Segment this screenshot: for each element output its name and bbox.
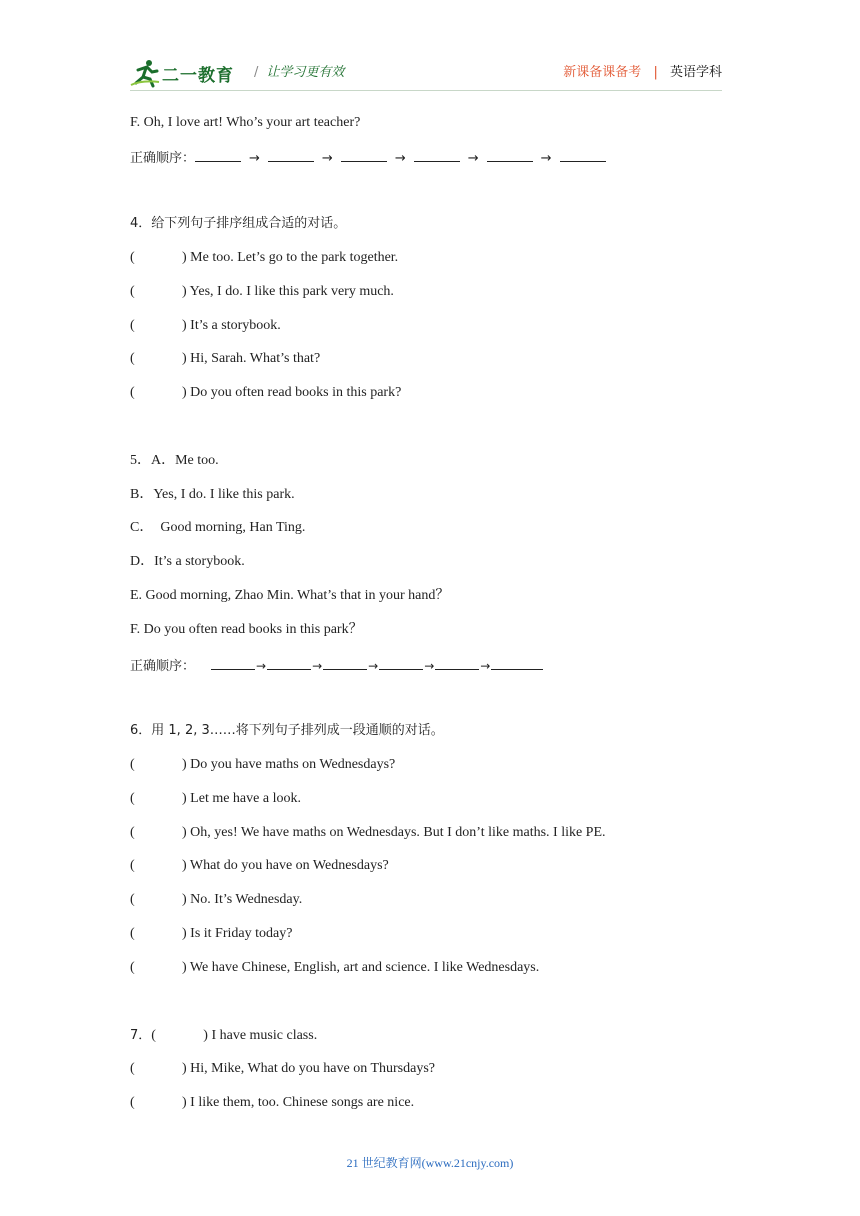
q5-option: B．Yes, I do. I like this park. (130, 487, 295, 502)
q7-item: ( ) Hi, Mike, What do you have on Thursdays? (130, 1061, 436, 1076)
answer-paren[interactable]: ( (130, 825, 135, 840)
arrow-icon: → (394, 151, 406, 166)
q4-title: 4．给下列句子排序组成合适的对话。 (130, 216, 347, 231)
q4-item-text: It’s a storybook. (190, 318, 281, 333)
answer-blank[interactable] (435, 655, 479, 670)
answer-blank[interactable] (195, 147, 241, 162)
q6-item-text: We have Chinese, English, art and science. I like Wednesdays. (189, 960, 540, 975)
arrow-icon: → (321, 151, 333, 166)
arrow-icon: → (249, 151, 260, 166)
q4-item: ( ) Yes, I do. I like this park very much. (130, 284, 394, 299)
q4-item: ( ) Do you often read books in this park? (130, 385, 402, 400)
q6-item: ( ) Let me have a look. (130, 791, 301, 806)
q5-order-line (130, 655, 543, 676)
answer-paren[interactable]: ( (130, 1095, 135, 1110)
answer-paren[interactable]: ( (130, 318, 135, 333)
q4-item: ( ) Me too. Let’s go to the park together. (130, 250, 399, 265)
header-divider (130, 90, 722, 91)
answer-paren[interactable]: ( (130, 385, 135, 400)
slogan-text: 让学习更有效 (266, 65, 345, 80)
q4-item-text: Do you often read books in this park? (190, 385, 402, 400)
order-label: 正确顺序： (130, 151, 196, 166)
q6-item: ( ) Is it Friday today? (130, 926, 293, 941)
arrow-icon: → (540, 151, 552, 166)
q7-item-text: I like them, too. Chinese songs are nice. (190, 1095, 415, 1110)
answer-paren[interactable]: ( (130, 791, 135, 806)
q7-item-text: I have music class. (211, 1028, 318, 1043)
logo (130, 58, 234, 88)
slogan: / 让学习更有效 (254, 65, 345, 80)
logo-text: 二一教育 (162, 65, 234, 86)
subject-label: 英语学科 (669, 65, 722, 80)
q7-item: 7．( ) I have music class. (130, 1028, 318, 1043)
q5-option: E. Good morning, Zhao Min. What’s that in your hand？ (130, 588, 450, 603)
arrow-icon: → (256, 659, 267, 673)
q7-item-text: Hi, Mike, What do you have on Thursdays? (190, 1061, 436, 1076)
q6-item-text: Let me have a look. (190, 791, 301, 806)
q7-number: 7． (130, 1028, 152, 1043)
answer-blank[interactable] (341, 147, 387, 162)
q6-item: ( ) No. It’s Wednesday. (130, 892, 303, 907)
q5-option: F. Do you often read books in this park？ (130, 622, 363, 637)
arrow-icon: → (368, 659, 379, 673)
q6-item-text: No. It’s Wednesday. (190, 892, 303, 907)
q5-option: C． Good morning, Han Ting. (130, 520, 306, 535)
answer-blank[interactable] (211, 655, 255, 670)
q6-item-text: Is it Friday today? (190, 926, 293, 941)
answer-paren[interactable]: ( (130, 284, 135, 299)
answer-paren[interactable]: ( (130, 858, 135, 873)
answer-blank[interactable] (268, 147, 314, 162)
q6-item: ( ) What do you have on Wednesdays? (130, 858, 389, 873)
page-footer: 21 世纪教育网(www.21cnjy.com) (346, 1156, 514, 1170)
q6-item: ( ) Oh, yes! We have maths on Wednesdays. But I don’t like maths. I like PE. (130, 825, 606, 840)
q5-option: D．It’s a storybook. (130, 554, 245, 569)
q6-item-text: What do you have on Wednesdays? (189, 858, 389, 873)
q4-item-text: Yes, I do. I like this park very much. (189, 284, 394, 299)
q4-item-text: Me too. Let’s go to the park together. (190, 250, 399, 265)
answer-paren[interactable]: ( (130, 351, 135, 366)
answer-blank[interactable] (379, 655, 423, 670)
answer-blank[interactable] (414, 147, 460, 162)
answer-paren[interactable]: ( (130, 892, 135, 907)
answer-blank[interactable] (487, 147, 533, 162)
q6-item-text: Do you have maths on Wednesdays? (190, 757, 396, 772)
runner-logo-icon (130, 58, 160, 88)
order-label: 正确顺序： (130, 659, 196, 674)
q5-option: 5．A．Me too. (130, 453, 219, 468)
answer-paren[interactable]: ( (151, 1028, 156, 1043)
answer-paren[interactable]: ( (130, 757, 135, 772)
arrow-icon: → (467, 151, 479, 166)
q4-item: ( ) It’s a storybook. (130, 318, 281, 333)
answer-blank[interactable] (267, 655, 311, 670)
q4-item: ( ) Hi, Sarah. What’s that? (130, 351, 321, 366)
arrow-icon: → (312, 659, 323, 673)
answer-paren[interactable]: ( (130, 960, 135, 975)
q3-order-line (130, 147, 606, 168)
q4-item-text: Hi, Sarah. What’s that? (190, 351, 321, 366)
q6-item: ( ) Do you have maths on Wednesdays? (130, 757, 396, 772)
arrow-icon: → (424, 659, 435, 673)
answer-blank[interactable] (491, 655, 543, 670)
answer-blank[interactable] (323, 655, 367, 670)
arrow-icon: → (480, 659, 491, 673)
page-header (130, 52, 722, 92)
q6-title: 6．用 1, 2, 3……将下列句子排列成一段通顺的对话。 (130, 723, 444, 738)
answer-paren[interactable]: ( (130, 1061, 135, 1076)
q6-item: ( ) We have Chinese, English, art and science. I like Wednesdays. (130, 960, 540, 975)
answer-blank[interactable] (560, 147, 606, 162)
q6-item-text: Oh, yes! We have maths on Wednesdays. But I don’t like maths. I like PE. (190, 825, 606, 840)
q3-option-f: F. Oh, I love art! Who’s your art teacher? (130, 115, 361, 130)
header-separator: | (653, 65, 658, 80)
answer-paren[interactable]: ( (130, 250, 135, 265)
answer-paren[interactable]: ( (130, 926, 135, 941)
header-right (563, 61, 722, 80)
q7-item: ( ) I like them, too. Chinese songs are nice. (130, 1095, 415, 1110)
header-right-label: 新课备课备考 (563, 65, 642, 80)
